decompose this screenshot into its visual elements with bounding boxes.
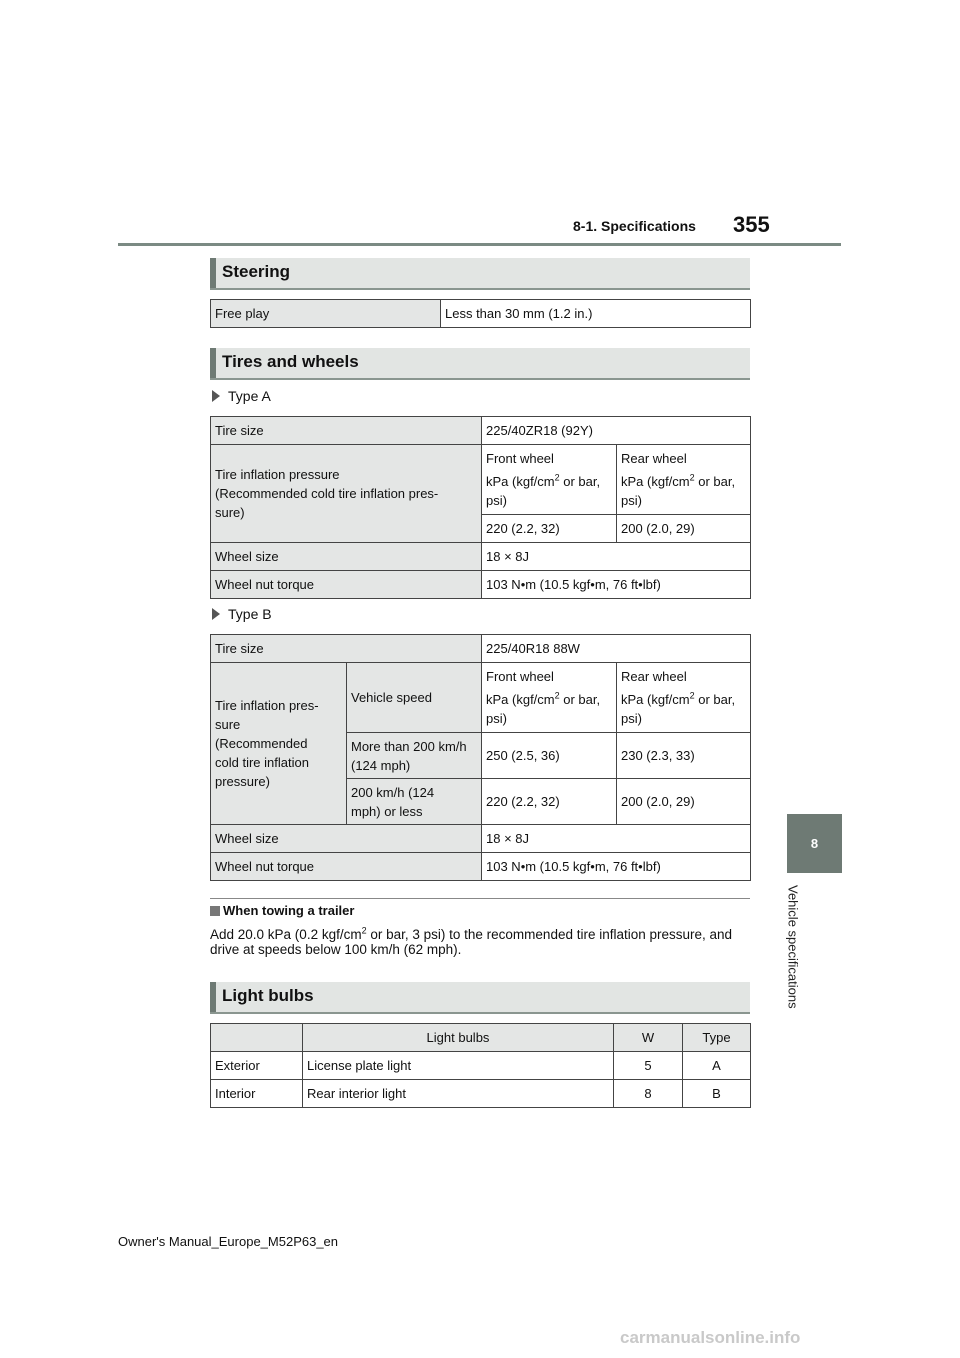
triangle-bullet-icon bbox=[212, 390, 220, 402]
table-cell: 200 (2.0, 29) bbox=[617, 779, 751, 825]
type-a-table bbox=[210, 416, 751, 599]
text-span: Add 20.0 kPa (0.2 kgf/cm bbox=[210, 927, 362, 942]
pressure-label-cell bbox=[211, 663, 347, 825]
text-span: kPa (kgf/cm bbox=[486, 474, 555, 489]
text-line: Tire inflation pres- bbox=[215, 698, 319, 713]
text-line: Front wheel bbox=[486, 669, 554, 684]
table-cell: 8 bbox=[614, 1080, 683, 1108]
text-line: (Recommended bbox=[215, 736, 308, 751]
towing-title bbox=[210, 903, 354, 918]
table-cell: B bbox=[683, 1080, 751, 1108]
text-line: 200 km/h (124 bbox=[351, 784, 435, 800]
tires-heading bbox=[210, 348, 750, 380]
text-line: (124 mph) bbox=[351, 757, 411, 773]
table-header-cell bbox=[211, 1024, 303, 1052]
text-line: psi) bbox=[486, 711, 507, 726]
text-span: kPa (kgf/cm bbox=[486, 692, 555, 707]
front-wheel-cell bbox=[482, 663, 617, 733]
table-cell: Tire size bbox=[211, 635, 482, 663]
front-wheel-cell bbox=[482, 445, 617, 515]
chapter-label: Vehicle specifications bbox=[785, 885, 801, 1009]
text-span: kPa (kgf/cm bbox=[621, 692, 690, 707]
chapter-number: 8 bbox=[810, 836, 819, 851]
table-header-cell: W bbox=[614, 1024, 683, 1052]
text-line: mph) or less bbox=[351, 803, 423, 819]
table-cell: A bbox=[683, 1052, 751, 1080]
table-cell: 103 N•m (10.5 kgf•m, 76 ft•lbf) bbox=[482, 853, 751, 881]
table-cell: Exterior bbox=[211, 1052, 303, 1080]
text-span: or bar, bbox=[559, 692, 601, 707]
chapter-label-container bbox=[778, 885, 808, 1045]
rear-wheel-cell bbox=[617, 663, 751, 733]
text-line: sure) bbox=[215, 505, 245, 520]
superscript: 2 bbox=[689, 472, 695, 483]
vehicle-speed-label: Vehicle speed bbox=[347, 663, 482, 733]
table-header-cell: Type bbox=[683, 1024, 751, 1052]
text-line: More than 200 km/h bbox=[351, 738, 467, 754]
superscript: 2 bbox=[554, 472, 560, 483]
table-cell: 18 × 8J bbox=[482, 825, 751, 853]
table-cell: Interior bbox=[211, 1080, 303, 1108]
type-a-label-text: Type A bbox=[228, 388, 271, 404]
header-divider bbox=[118, 243, 841, 246]
towing-text bbox=[210, 927, 755, 957]
table-cell: 225/40R18 88W bbox=[482, 635, 751, 663]
table-row bbox=[211, 1052, 751, 1080]
table-cell: 103 N•m (10.5 kgf•m, 76 ft•lbf) bbox=[482, 571, 751, 599]
table-cell: Wheel nut torque bbox=[211, 853, 482, 881]
steering-table bbox=[210, 299, 751, 328]
unit-line bbox=[621, 690, 746, 709]
table-cell: Wheel nut torque bbox=[211, 571, 482, 599]
text-line: psi) bbox=[486, 493, 507, 508]
table-cell: Tire size bbox=[211, 417, 482, 445]
table-cell: Rear interior light bbox=[303, 1080, 614, 1108]
steering-heading bbox=[210, 258, 750, 290]
page-number: 355 bbox=[733, 212, 770, 237]
triangle-bullet-icon bbox=[212, 608, 220, 620]
towing-divider bbox=[210, 898, 750, 899]
chapter-tab bbox=[787, 814, 842, 873]
text-line: pressure) bbox=[215, 774, 270, 789]
text-span: or bar, bbox=[559, 474, 601, 489]
text-line: cold tire inflation bbox=[215, 755, 309, 770]
text-line: sure bbox=[215, 717, 241, 732]
text-line: Rear wheel bbox=[621, 451, 687, 466]
light-bulbs-heading bbox=[210, 982, 750, 1014]
text-line: (Recommended cold tire inflation pres- bbox=[215, 486, 439, 501]
light-bulbs-table bbox=[210, 1023, 751, 1108]
table-cell: 220 (2.2, 32) bbox=[482, 515, 617, 543]
table-cell: 250 (2.5, 36) bbox=[482, 733, 617, 779]
tires-heading-text: Tires and wheels bbox=[222, 352, 359, 371]
steering-heading-text: Steering bbox=[222, 262, 291, 281]
speed-cell bbox=[347, 733, 482, 779]
table-row bbox=[211, 1080, 751, 1108]
light-bulbs-heading-text: Light bulbs bbox=[222, 986, 314, 1005]
text-line: Rear wheel bbox=[621, 669, 687, 684]
table-cell: 220 (2.2, 32) bbox=[482, 779, 617, 825]
table-cell: License plate light bbox=[303, 1052, 614, 1080]
type-b-label bbox=[212, 606, 272, 622]
unit-line bbox=[486, 690, 612, 709]
footer-text: Owner's Manual_Europe_M52P63_en bbox=[118, 1234, 339, 1249]
text-span: or bar, bbox=[694, 692, 736, 707]
free-play-label: Free play bbox=[211, 300, 441, 328]
text-line: Tire inflation pressure bbox=[215, 467, 340, 482]
square-bullet-icon bbox=[210, 906, 220, 916]
type-b-label-text: Type B bbox=[228, 606, 272, 622]
text-span: kPa (kgf/cm bbox=[621, 474, 690, 489]
table-cell: 5 bbox=[614, 1052, 683, 1080]
text-line: Front wheel bbox=[486, 451, 554, 466]
text-span: or bar, bbox=[694, 474, 736, 489]
text-line: psi) bbox=[621, 493, 642, 508]
towing-title-text: When towing a trailer bbox=[223, 903, 355, 918]
pressure-label-cell bbox=[211, 445, 482, 543]
table-cell: Wheel size bbox=[211, 543, 482, 571]
unit-line bbox=[486, 472, 612, 491]
section-title: 8-1. Specifications bbox=[573, 218, 696, 234]
text-span: or bar, 3 psi) to the recommended tire inflation pressure, and drive at speeds below 100 km/h (62 mph). bbox=[210, 927, 733, 957]
rear-wheel-cell bbox=[617, 445, 751, 515]
unit-line bbox=[621, 472, 746, 491]
table-cell: Wheel size bbox=[211, 825, 482, 853]
superscript: 2 bbox=[689, 690, 695, 701]
table-cell: 225/40ZR18 (92Y) bbox=[482, 417, 751, 445]
text-line: psi) bbox=[621, 711, 642, 726]
free-play-value: Less than 30 mm (1.2 in.) bbox=[441, 300, 751, 328]
watermark: carmanualsonline.info bbox=[620, 1328, 801, 1347]
table-header-cell: Light bulbs bbox=[303, 1024, 614, 1052]
table-cell: 18 × 8J bbox=[482, 543, 751, 571]
speed-cell bbox=[347, 779, 482, 825]
type-b-table bbox=[210, 634, 751, 881]
superscript: 2 bbox=[554, 690, 560, 701]
type-a-label bbox=[212, 388, 271, 404]
table-cell: 200 (2.0, 29) bbox=[617, 515, 751, 543]
superscript: 2 bbox=[361, 925, 367, 936]
table-cell: 230 (2.3, 33) bbox=[617, 733, 751, 779]
